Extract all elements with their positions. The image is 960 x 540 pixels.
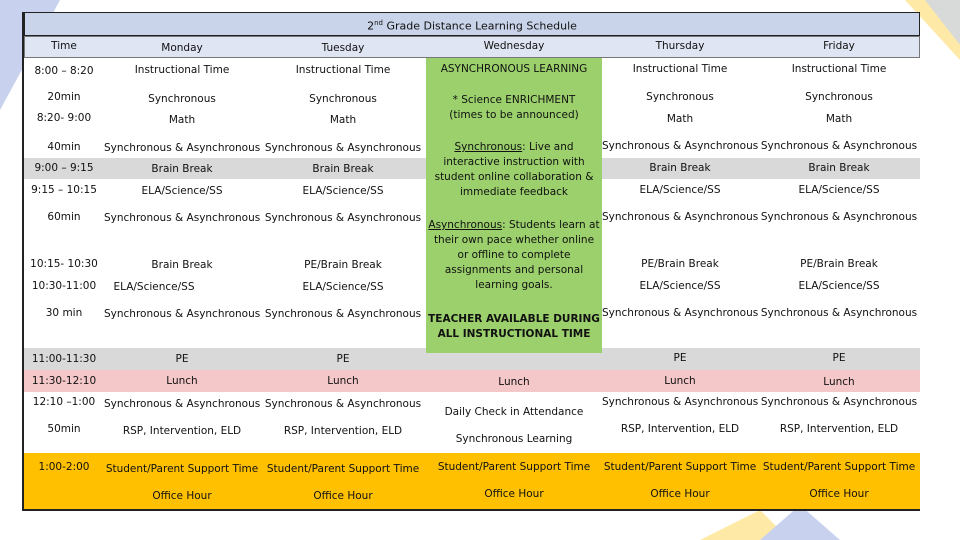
time-row-7: 60min <box>47 211 81 223</box>
monday-row-1: Instructional Time <box>134 64 230 76</box>
thursday-row-2: Synchronous <box>646 91 714 103</box>
wednesday-async-heading: ASYNCHRONOUS LEARNING <box>440 63 588 75</box>
monday-row-3: Math <box>168 114 196 126</box>
time-row-8: 10:15- 10:30 <box>30 258 98 270</box>
thursday-row-9: ELA/Science/SS <box>639 280 721 292</box>
tuesday-row-16: Office Hour <box>313 490 373 502</box>
time-row-11: 11:00-11:30 <box>31 353 97 365</box>
monday-row-10: Synchronous & Asynchronous <box>104 308 261 320</box>
thursday-row-12: Lunch <box>664 375 696 387</box>
header-thursday: Thursday <box>655 40 705 52</box>
thursday-row-10: Synchronous & Asynchronous <box>602 307 759 319</box>
tuesday-row-15: Student/Parent Support Time <box>266 463 420 475</box>
monday-row-14: RSP, Intervention, ELD <box>122 425 242 437</box>
wednesday-daily-check: Daily Check in Attendance <box>444 406 584 418</box>
wednesday-lunch: Lunch <box>498 376 530 388</box>
time-row-15: 1:00-2:00 <box>38 461 90 473</box>
thursday-row-6: ELA/Science/SS <box>639 184 721 196</box>
monday-row-8: Brain Break <box>151 259 213 271</box>
friday-row-3: Math <box>825 113 853 125</box>
wednesday-support: Student/Parent Support Time <box>437 461 591 473</box>
friday-row-13: Synchronous & Asynchronous <box>760 396 918 408</box>
tuesday-row-11: PE <box>336 353 350 365</box>
wednesday-sync-learning: Synchronous Learning <box>455 433 573 445</box>
wednesday-teacher-availability: TEACHER AVAILABLE DURING ALL INSTRUCTIONAL TIME <box>428 313 600 340</box>
tuesday-row-5: Brain Break <box>312 163 374 175</box>
friday-row-15: Student/Parent Support Time <box>762 461 916 473</box>
tuesday-row-7: Synchronous & Asynchronous <box>264 212 422 224</box>
thursday-row-15: Student/Parent Support Time <box>603 461 757 473</box>
time-row-1: 8:00 – 8:20 <box>34 65 94 77</box>
friday-row-14: RSP, Intervention, ELD <box>779 423 899 435</box>
header-wednesday: Wednesday <box>483 40 545 52</box>
monday-row-6: ELA/Science/SS <box>141 185 223 197</box>
tuesday-row-1: Instructional Time <box>295 64 391 76</box>
wednesday-enrichment: * Science ENRICHMENT <box>452 94 576 106</box>
tuesday-row-2: Synchronous <box>309 93 377 105</box>
wednesday-office-hour: Office Hour <box>484 488 544 500</box>
thursday-row-7: Synchronous & Asynchronous <box>602 211 759 223</box>
header-time: Time <box>51 40 77 52</box>
thursday-row-1: Instructional Time <box>632 63 728 75</box>
friday-row-9: ELA/Science/SS <box>798 280 880 292</box>
friday-row-16: Office Hour <box>809 488 869 500</box>
thursday-row-5: Brain Break <box>649 162 711 174</box>
friday-row-5: Brain Break <box>808 162 870 174</box>
friday-row-8: PE/Brain Break <box>800 258 878 270</box>
thursday-row-3: Math <box>666 113 694 125</box>
thursday-row-4: Synchronous & Asynchronous <box>602 140 759 152</box>
time-row-12: 11:30-12:10 <box>31 375 97 387</box>
header-monday: Monday <box>161 42 203 54</box>
tuesday-row-12: Lunch <box>327 375 359 387</box>
time-row-13: 12:10 –1:00 <box>32 396 96 408</box>
friday-row-1: Instructional Time <box>791 63 887 75</box>
wednesday-synchronous-definition: Synchronous: Live and interactive instruction with student online collaboration & immediate feedback <box>434 141 594 198</box>
thursday-row-11: PE <box>673 352 687 364</box>
monday-row-4: Synchronous & Asynchronous <box>104 142 261 154</box>
wednesday-enrichment-note: (times to be announced) <box>449 109 579 121</box>
monday-row-12: Lunch <box>166 375 198 387</box>
thursday-row-13: Synchronous & Asynchronous <box>602 396 759 408</box>
thursday-row-14: RSP, Intervention, ELD <box>620 423 740 435</box>
friday-row-12: Lunch <box>823 376 855 388</box>
monday-row-15: Student/Parent Support Time <box>105 463 259 475</box>
tuesday-row-9: ELA/Science/SS <box>302 281 384 293</box>
wednesday-asynchronous-definition: Asynchronous: Students learn at their own pace whether online or offline to complete assignments and personal learning goals. <box>428 219 600 291</box>
monday-row-11: PE <box>175 353 189 365</box>
tuesday-row-6: ELA/Science/SS <box>302 185 384 197</box>
monday-row-2: Synchronous <box>148 93 216 105</box>
thursday-row-8: PE/Brain Break <box>641 258 719 270</box>
friday-row-7: Synchronous & Asynchronous <box>760 211 918 223</box>
friday-row-6: ELA/Science/SS <box>798 184 880 196</box>
tuesday-row-10: Synchronous & Asynchronous <box>264 308 422 320</box>
monday-row-16: Office Hour <box>152 490 212 502</box>
header-friday: Friday <box>823 40 855 52</box>
time-row-14: 50min <box>47 423 81 435</box>
tuesday-row-3: Math <box>329 114 357 126</box>
tuesday-row-4: Synchronous & Asynchronous <box>264 142 422 154</box>
monday-row-13: Synchronous & Asynchronous <box>104 398 261 410</box>
tuesday-row-13: Synchronous & Asynchronous <box>264 398 422 410</box>
time-row-3: 8:20- 9:00 <box>36 112 92 124</box>
time-row-9: 10:30-11:00 <box>31 280 97 292</box>
time-row-5: 9:00 – 9:15 <box>34 162 94 174</box>
friday-row-11: PE <box>832 352 846 364</box>
schedule-table <box>22 12 920 511</box>
monday-row-9: ELA/Science/SS <box>113 281 195 293</box>
tuesday-row-14: RSP, Intervention, ELD <box>283 425 403 437</box>
time-row-2: 20min <box>47 91 81 103</box>
time-row-6: 9:15 – 10:15 <box>31 184 97 196</box>
tuesday-row-8: PE/Brain Break <box>304 259 382 271</box>
monday-row-7: Synchronous & Asynchronous <box>104 212 261 224</box>
header-tuesday: Tuesday <box>321 42 365 54</box>
friday-row-2: Synchronous <box>805 91 873 103</box>
time-row-10: 30 min <box>45 307 83 319</box>
table-title: 2nd Grade Distance Learning Schedule <box>367 19 577 33</box>
friday-row-10: Synchronous & Asynchronous <box>760 307 918 319</box>
monday-row-5: Brain Break <box>151 163 213 175</box>
time-row-4: 40min <box>47 141 81 153</box>
thursday-row-16: Office Hour <box>650 488 710 500</box>
friday-row-4: Synchronous & Asynchronous <box>760 140 918 152</box>
